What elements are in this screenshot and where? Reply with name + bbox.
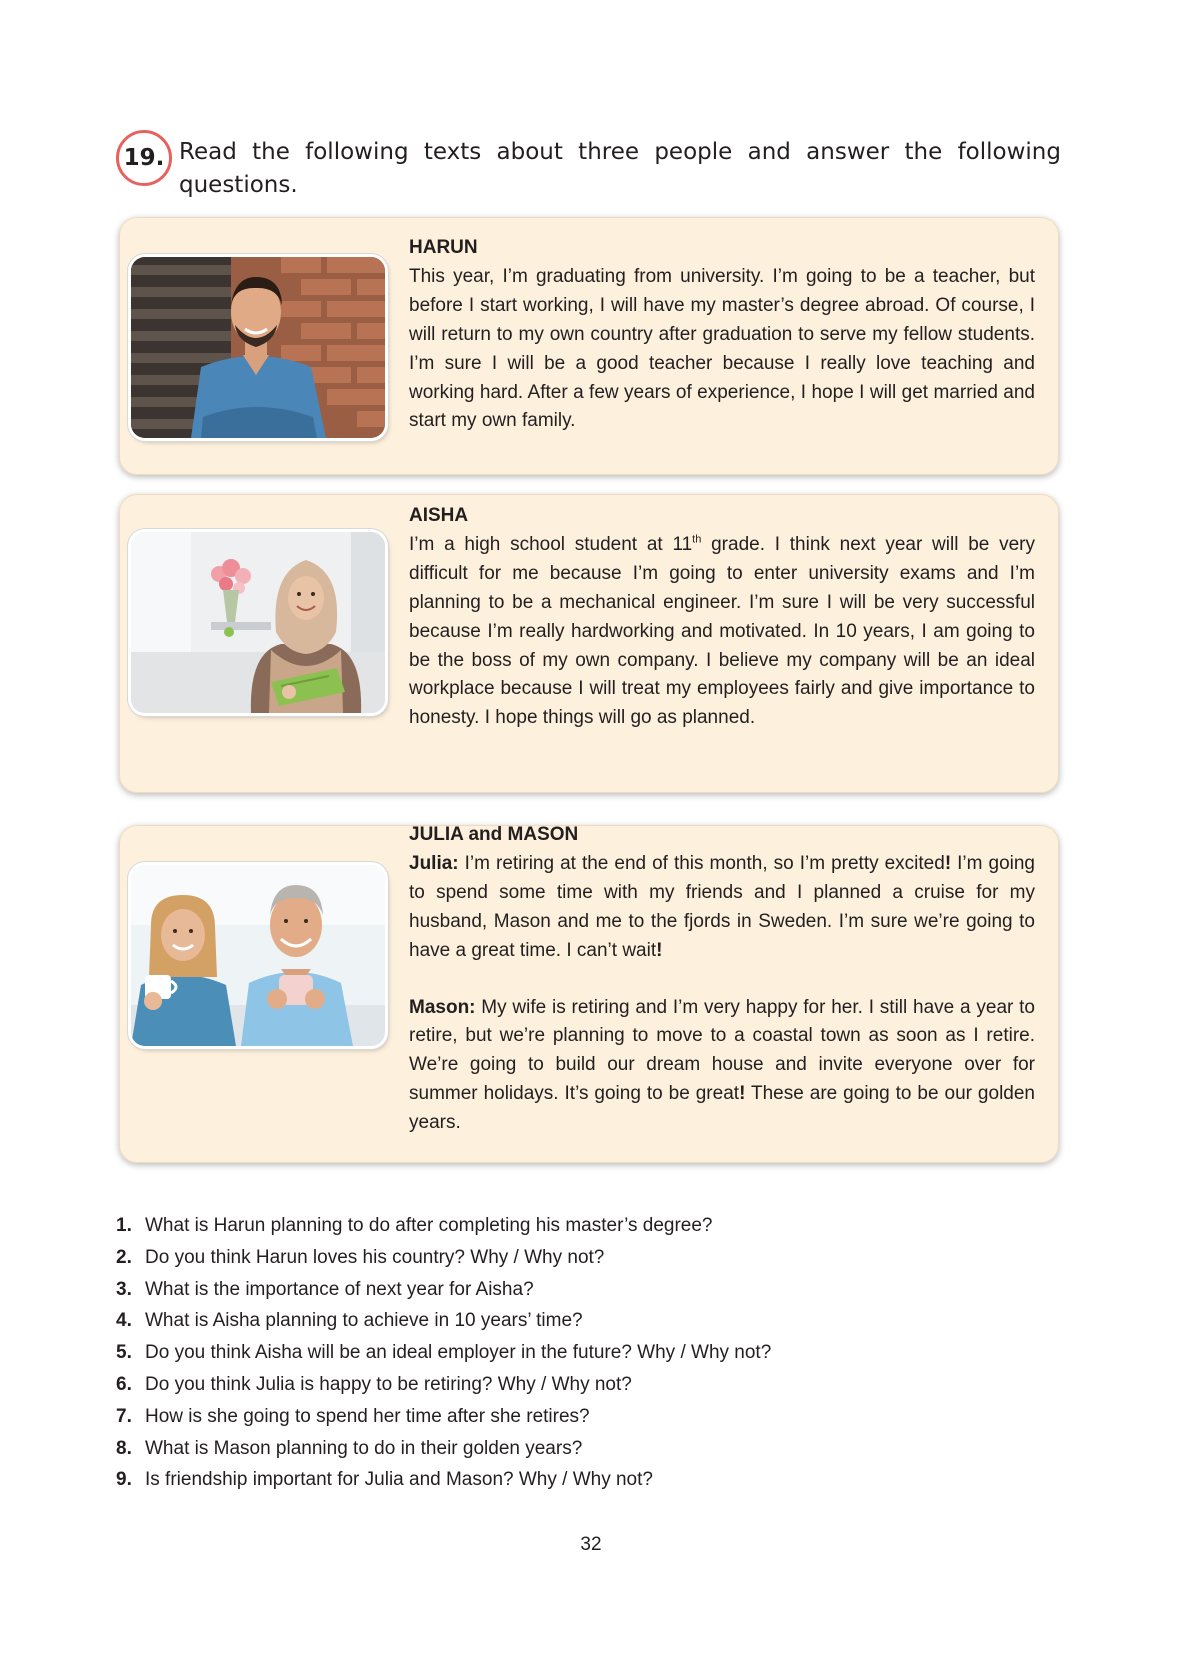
girl-hijab-photo-icon: [131, 532, 385, 713]
man-portrait-photo-icon: [131, 257, 385, 438]
aisha-photo: [131, 532, 385, 713]
julia-mason-photo: [131, 865, 385, 1046]
harun-photo: [131, 257, 385, 438]
person-name-aisha: AISHA: [409, 505, 469, 526]
profile-card-harun: [119, 217, 1059, 475]
question-item: 7. How is she going to spend her time after she retires?: [116, 1405, 590, 1427]
aisha-text-block: [409, 502, 1035, 733]
exercise-instruction: Read the following texts about three people and answer the following questions.: [179, 139, 1061, 198]
question-item: 3. What is the importance of next year for Aisha?: [116, 1278, 534, 1300]
julia-paragraph: Julia: I’m retiring at the end of this month, so I’m pretty excited! I’m going to spend some time with my friends and I planned a cruise for my husband, Mason and me to the fjords in Sweden. I’m sure we’re going to have a great time. I can’t wait!: [409, 852, 1035, 961]
julia-mason-text-block: [409, 821, 1035, 1138]
page-number: 32: [580, 1534, 602, 1555]
aisha-paragraph: I’m a high school student at 11th grade. I think next year will be very difficult for me because I’m going to enter university exams and I’m planning to be a mechanical engineer. I’m sure I will be very successful because I’m really hardworking and motivated. In 10 years, I am going to be the boss of my own company. I believe my company will be an ideal workplace because I will treat my employees fairly and give importance to honesty. I hope things will go as planned.: [409, 533, 1035, 729]
harun-paragraph: This year, I’m graduating from university. I’m going to be a teacher, but before I start working, I will have my master’s degree abroad. Of course, I will return to my own country after graduation to serve my fellow students. I’m sure I will be a good teacher because I really love teaching and working hard. After a few years of experience, I hope I will get married and start my own family.: [409, 265, 1035, 432]
profile-card-aisha: [119, 494, 1059, 793]
mason-paragraph: Mason: My wife is retiring and I’m very happy for her. I still have a year to retire, but we’re planning to move to a coastal town as soon as I retire. We’re going to build our dream house and invite everyone over for summer holidays. It’s going to be great! These are going to be our golden years.: [409, 996, 1035, 1134]
exercise-number-badge: 19.: [116, 130, 172, 186]
speaker-julia: Julia:: [409, 852, 459, 874]
question-list: [116, 1210, 1016, 1496]
question-item: 1. What is Harun planning to do after completing his master’s degree?: [116, 1215, 713, 1236]
profile-card-julia-mason: [119, 825, 1059, 1163]
couple-photo-icon: [131, 865, 385, 1046]
question-item: 2. Do you think Harun loves his country? Why / Why not?: [116, 1246, 605, 1268]
ordinal-suffix: th: [692, 533, 702, 546]
question-item: 4. What is Aisha planning to achieve in 10 years’ time?: [116, 1310, 583, 1332]
question-item: 5. Do you think Aisha will be an ideal employer in the future? Why / Why not?: [116, 1342, 772, 1364]
person-name-harun: HARUN: [409, 237, 478, 258]
harun-text-block: [409, 234, 1035, 436]
person-name-julia-mason: JULIA and MASON: [409, 824, 579, 845]
speaker-mason: Mason:: [409, 996, 476, 1018]
question-item: 6. Do you think Julia is happy to be retiring? Why / Why not?: [116, 1373, 632, 1395]
question-item: 9. Is friendship important for Julia and Mason? Why / Why not?: [116, 1469, 653, 1491]
question-item: 8. What is Mason planning to do in their golden years?: [116, 1437, 583, 1459]
